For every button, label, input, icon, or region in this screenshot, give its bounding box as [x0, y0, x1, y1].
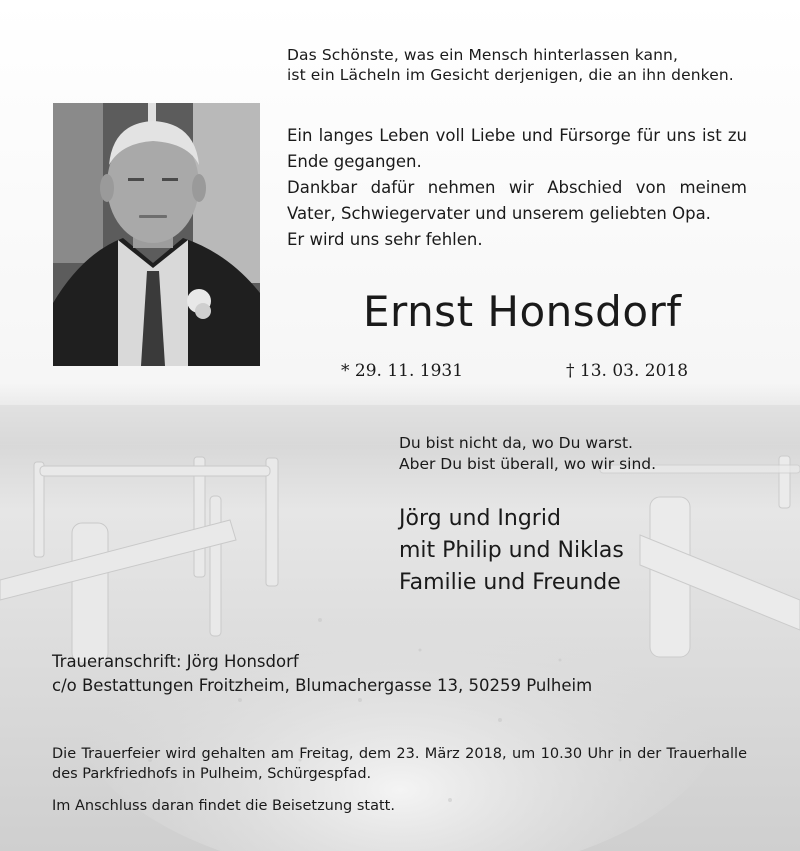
deceased-name: Ernst Honsdorf — [363, 287, 682, 336]
ceremony-info: Die Trauerfeier wird gehalten am Freitag, dem 23. März 2018, um 10.30 Uhr in der Trauerhalle des Parkfriedhofs in Pulheim, Schürgespfad. — [52, 746, 747, 782]
verse-line: Du bist nicht da, wo Du warst. — [399, 434, 633, 452]
birth-date: * 29. 11. 1931 — [341, 361, 464, 381]
quote-line: Das Schönste, was ein Mensch hinterlassen kann, — [287, 46, 678, 64]
burial-info: Im Anschluss daran findet die Beisetzung statt. — [52, 798, 395, 814]
verse-line: Aber Du bist überall, wo wir sind. — [399, 455, 657, 473]
opening-quote — [287, 45, 734, 85]
message-paragraph: Ein langes Leben voll Liebe und Fürsorge für uns ist zu Ende gegangen. — [287, 126, 747, 171]
memorial-verse — [399, 433, 656, 475]
message-paragraph: Dankbar dafür nehmen wir Abschied von meinem Vater, Schwiegervater und unserem geliebten Opa. — [287, 178, 747, 223]
portrait-photo — [53, 103, 260, 366]
mourners-list — [399, 503, 624, 599]
quote-line: ist ein Lächeln im Gesicht derjenigen, die an ihn denken. — [287, 66, 734, 84]
mourner-line: Jörg und Ingrid — [399, 506, 561, 531]
mourning-address — [52, 650, 592, 698]
mourner-line: Familie und Freunde — [399, 570, 621, 595]
death-date: † 13. 03. 2018 — [566, 361, 689, 381]
farewell-message — [287, 123, 747, 253]
mourner-line: mit Philip und Niklas — [399, 538, 624, 563]
address-line: c/o Bestattungen Froitzheim, Blumachergasse 13, 50259 Pulheim — [52, 676, 593, 695]
address-line: Traueranschrift: Jörg Honsdorf — [52, 652, 299, 671]
message-paragraph: Er wird uns sehr fehlen. — [287, 230, 483, 249]
